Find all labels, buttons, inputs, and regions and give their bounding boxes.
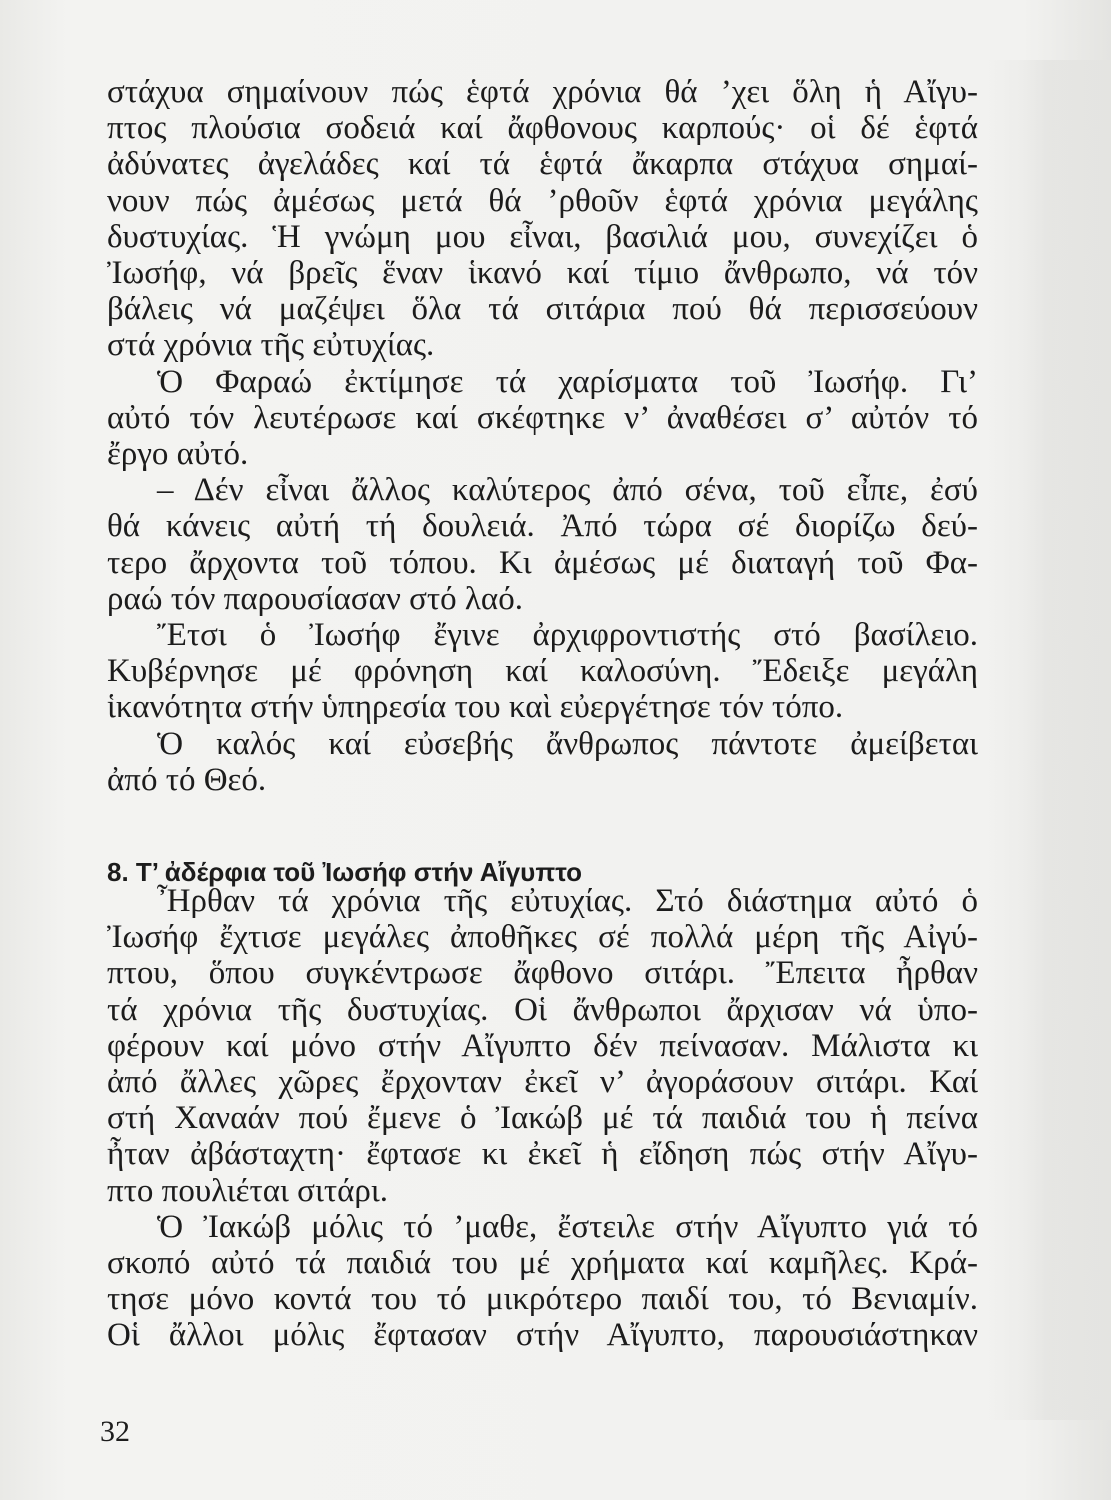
text-line: Ἰωσήφ ἔχτισε μεγάλες ἀποθῆκες σέ πολλά μέρη τῆς Αἰγύ-: [107, 919, 978, 956]
text-line: ἀπό ἄλλες χῶρες ἔρχονταν ἐκεῖ ν’ ἀγοράσουν σιτάρι. Καί: [107, 1064, 978, 1100]
text-line: θά κάνεις αὐτή τή δουλειά. Ἀπό τώρα σέ διορίζω δεύ-: [107, 508, 978, 545]
text-line: πτος πλούσια σοδειά καί ἄφθονους καρπούς· οἱ δέ ἑφτά: [107, 110, 978, 147]
text-line: ἔργο αὐτό.: [107, 436, 249, 472]
text-line: ἦταν ἀβάσταχτη· ἔφτασε κι ἐκεῖ ἡ εἴδηση πώς στήν Αἴγυ-: [107, 1136, 978, 1173]
text-line: σκοπό αὐτό τά παιδιά του μέ χρήματα καί καμῆλες. Κρά-: [107, 1245, 978, 1281]
text-line: στά χρόνια τῆς εὐτυχίας.: [107, 327, 435, 364]
text-line: πτου, ὅπου συγκέντρωσε ἄφθονο σιτάρι. Ἔπειτα ἦρθαν: [107, 955, 978, 992]
text-line: Ἔτσι ὁ Ἰωσήφ ἔγινε ἀρχιφροντιστής στό βασίλειο.: [157, 617, 978, 653]
text-line: τερο ἄρχοντα τοῦ τόπου. Κι ἀμέσως μέ διαταγή τοῦ Φα-: [107, 544, 978, 581]
text-line: Οἱ ἄλλοι μόλις ἔφτασαν στήν Αἴγυπτο, παρουσιάστηκαν: [107, 1317, 978, 1354]
text-line: Ὁ Ἰακώβ μόλις τό ’μαθε, ἔστειλε στήν Αἴγυπτο γιά τό: [157, 1208, 978, 1245]
show-through-shadow: [985, 60, 1111, 1420]
text-line: Ἦρθαν τά χρόνια τῆς εὐτυχίας. Στό διάστημα αὐτό ὁ: [157, 883, 978, 919]
text-line: αὐτό τόν λευτέρωσε καί σκέφτηκε ν’ ἀναθέσει σ’ αὐτόν τό: [107, 399, 978, 436]
text-line: νουν πώς ἀμέσως μετά θά ’ρθοῦν ἑφτά χρόνια μεγάλης: [107, 182, 978, 219]
text-line: τά χρόνια τῆς δυστυχίας. Οἱ ἄνθρωποι ἄρχισαν νά ὑπο-: [107, 991, 978, 1028]
text-line: – Δέν εἶναι ἄλλος καλύτερος ἀπό σένα, τοῦ εἶπε, ἐσύ: [157, 472, 978, 509]
text-line: ραώ τόν παρουσίασαν στό λαό.: [107, 580, 523, 617]
page-number: 32: [100, 1415, 130, 1448]
text-line: τησε μόνο κοντά του τό μικρότερο παιδί του, τό Βενιαμίν.: [107, 1281, 978, 1318]
text-line: Κυβέρνησε μέ φρόνηση καί καλοσύνη. Ἔδειξε μεγάλη: [107, 653, 978, 690]
text-line: πτο πουλιέται σιτάρι.: [107, 1172, 388, 1209]
text-line: Ὁ Φαραώ ἐκτίμησε τά χαρίσματα τοῦ Ἰωσήφ. Γι’: [157, 363, 978, 400]
text-line: δυστυχίας. Ἡ γνώμη μου εἶναι, βασιλιά μου, συνεχίζει ὁ: [107, 218, 978, 255]
text-line: Ἰωσήφ, νά βρεῖς ἕναν ἱκανό καί τίμιο ἄνθρωπο, νά τόν: [107, 255, 978, 291]
text-line: βάλεις νά μαζέψει ὅλα τά σιτάρια πού θά περισσεύουν: [107, 291, 978, 328]
text-line: ἀδύνατες ἀγελάδες καί τά ἑφτά ἄκαρπα στάχυα σημαί-: [107, 146, 978, 183]
text-line: στή Χαναάν πού ἔμενε ὁ Ἰακώβ μέ τά παιδιά του ἡ πείνα: [107, 1100, 978, 1137]
text-line: στάχυα σημαίνουν πώς ἑφτά χρόνια θά ’χει ὅλη ἡ Αἴγυ-: [107, 74, 978, 110]
text-line: ἱκανότητα στήν ὑπηρεσία του καὶ εὐεργέτησε τόν τόπο.: [107, 689, 844, 726]
text-line: φέρουν καί μόνο στήν Αἴγυπτο δέν πείνασαν. Μάλιστα κι: [107, 1027, 978, 1064]
text-line: Ὁ καλός καί εὐσεβής ἄνθρωπος πάντοτε ἀμείβεται: [157, 725, 978, 762]
text-line: ἀπό τό Θεό.: [107, 761, 267, 798]
section-heading: 8. Τ’ ἀδέρφια τοῦ Ἰωσήφ στήν Αἴγυπτο: [107, 857, 582, 887]
